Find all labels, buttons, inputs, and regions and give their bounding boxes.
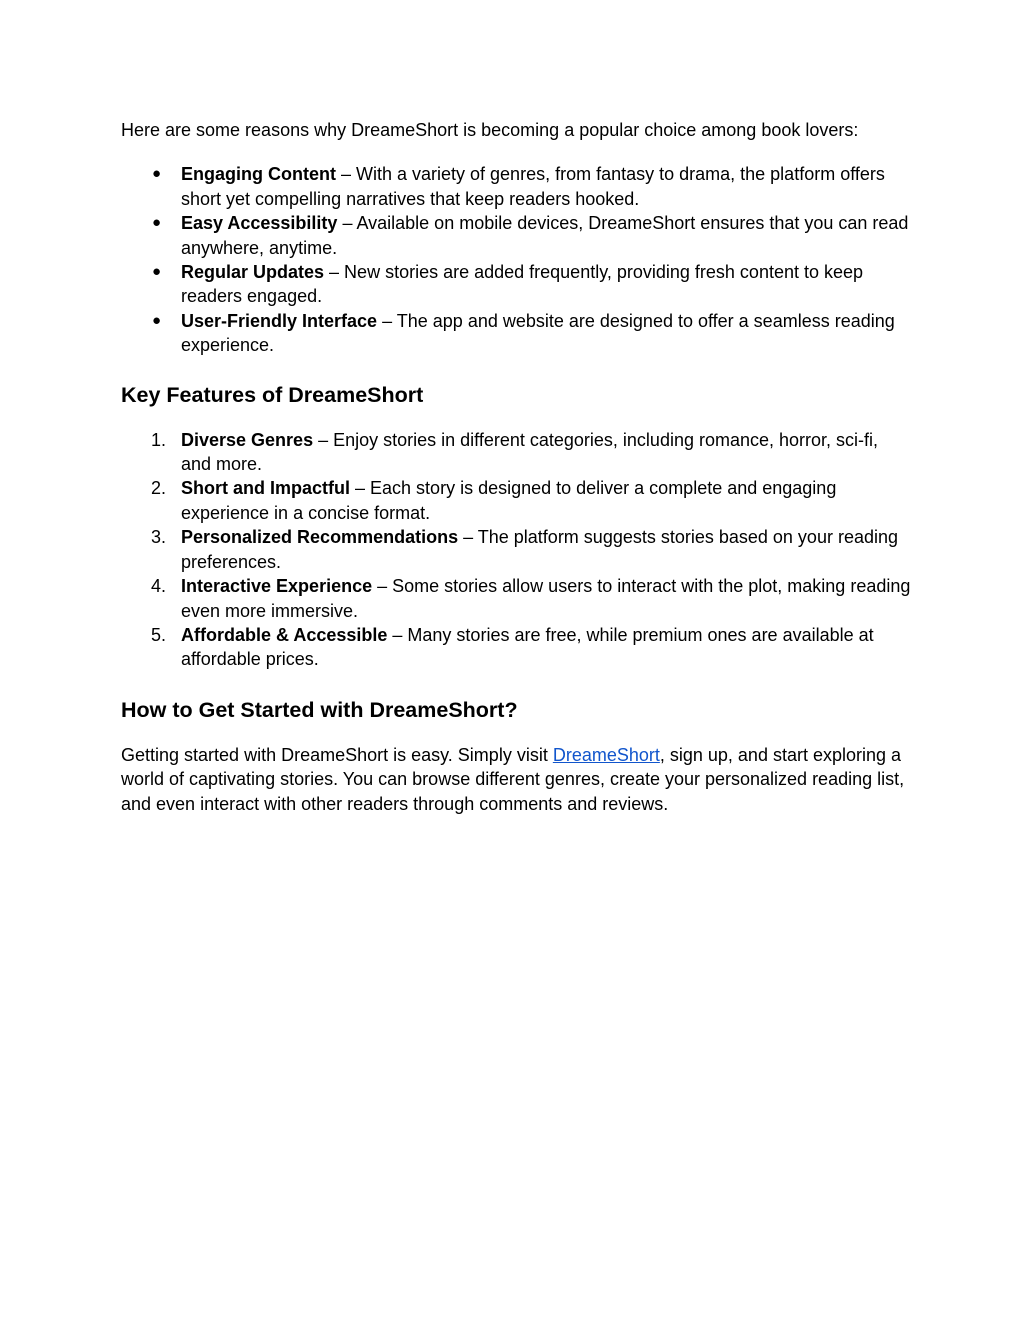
feature-text: – Many stories are free, while premium ones are available at affordable prices.: [181, 624, 874, 670]
list-item: [121, 476, 911, 525]
list-number: 2.: [151, 478, 167, 499]
list-item: [121, 260, 911, 309]
list-number: 3.: [151, 527, 167, 548]
dreameshort-link[interactable]: DreameShort: [552, 744, 660, 765]
get-started-text-after: , sign up, and start exploring a world of captivating stories. You can browse different genres, create your personalized reading list, and even interact with other readers through comments and reviews.: [121, 744, 905, 814]
reasons-list: [121, 162, 911, 357]
feature-text: – Each story is designed to deliver a complete and engaging experience in a concise format.: [181, 478, 837, 523]
feature-title: Personalized Recommendations: [181, 527, 459, 548]
list-number: 4.: [151, 576, 167, 597]
feature-title: Diverse Genres: [181, 429, 314, 450]
list-item: [121, 623, 911, 672]
features-heading: Key Features of DreameShort: [121, 382, 424, 407]
list-item: [121, 211, 911, 260]
list-number: 5.: [151, 624, 167, 645]
feature-text: – Some stories allow users to interact with the plot, making reading even more immersive.: [181, 576, 911, 621]
reason-text: – Available on mobile devices, DreameShort ensures that you can read anywhere, anytime.: [181, 213, 909, 258]
reason-title: User-Friendly Interface: [181, 310, 378, 331]
list-item: [121, 574, 911, 623]
feature-text: – Enjoy stories in different categories, including romance, horror, sci-fi, and more.: [181, 429, 879, 475]
document-page: [121, 118, 911, 816]
feature-title: Short and Impactful: [181, 478, 351, 499]
get-started-heading: How to Get Started with DreameShort?: [121, 697, 518, 722]
bullet-icon: ●: [152, 165, 162, 183]
reason-text: – With a variety of genres, from fantasy to drama, the platform offers short yet compelling narratives that keep readers hooked.: [181, 164, 885, 209]
bullet-icon: ●: [152, 214, 162, 232]
intro-paragraph: Here are some reasons why DreameShort is becoming a popular choice among book lovers:: [121, 120, 859, 140]
list-number: 1.: [151, 429, 167, 450]
list-item: [121, 162, 911, 211]
bullet-icon: ●: [152, 263, 162, 281]
feature-text: – The platform suggests stories based on your reading preferences.: [181, 527, 898, 572]
get-started-paragraph: [121, 743, 911, 816]
reason-title: Engaging Content: [181, 164, 336, 185]
feature-title: Interactive Experience: [181, 576, 373, 597]
reason-text: – New stories are added frequently, providing fresh content to keep readers engaged.: [181, 262, 864, 307]
reason-text: – The app and website are designed to offer a seamless reading experience.: [181, 310, 895, 356]
list-item: [121, 428, 911, 477]
features-list: [121, 428, 911, 672]
list-item: [121, 309, 911, 358]
feature-title: Affordable & Accessible: [181, 624, 388, 645]
get-started-text-before: Getting started with DreameShort is easy. Simply visit: [121, 744, 553, 765]
list-item: [121, 525, 911, 574]
reason-title: Easy Accessibility: [181, 213, 338, 234]
reason-title: Regular Updates: [181, 262, 325, 283]
bullet-icon: ●: [152, 311, 162, 329]
